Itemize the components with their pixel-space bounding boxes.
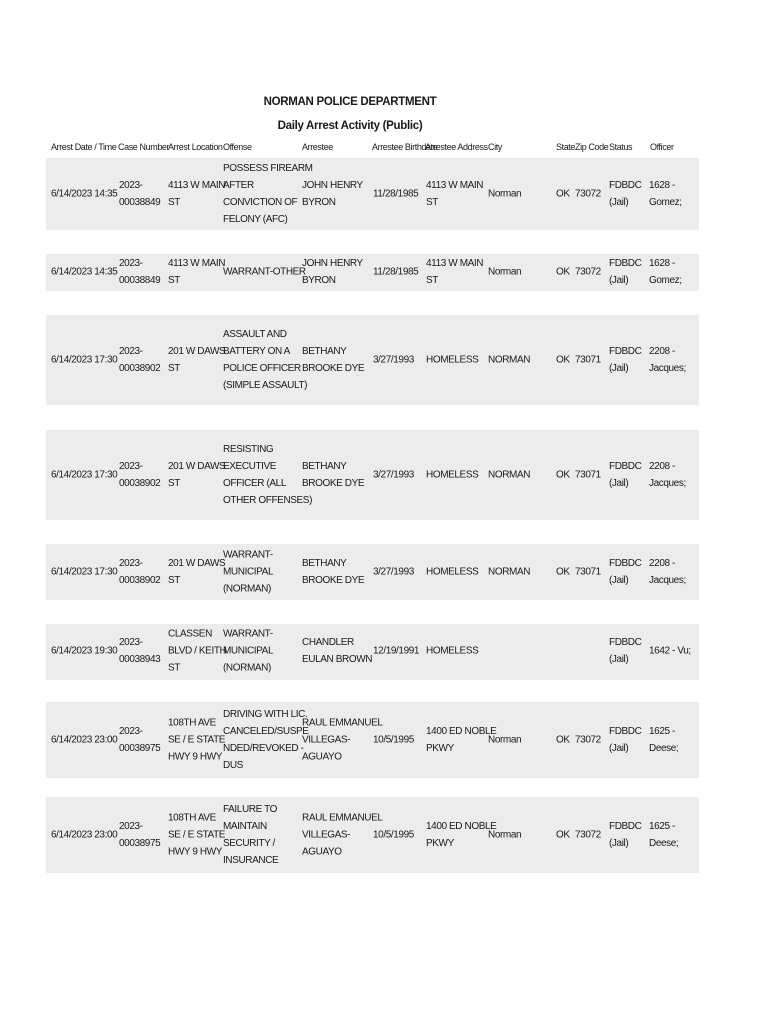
cell-case-number: 2023- 00038849	[119, 258, 161, 286]
cell-arrestee-birthdate: 3/27/1993	[373, 469, 414, 481]
cell-case-number: 2023- 00038902	[119, 461, 161, 489]
cell-officer: 2208 - Jacques;	[649, 346, 686, 374]
cell-zip-code: 73072	[575, 266, 601, 278]
cell-zip-code: 73071	[575, 469, 601, 481]
cell-arrestee-birthdate: 11/28/1985	[373, 266, 419, 278]
cell-city: Norman	[488, 734, 522, 746]
cell-arrestee: JOHN HENRY BYRON	[302, 180, 363, 208]
page-subtitle: Daily Arrest Activity (Public)	[277, 120, 423, 132]
cell-arrestee-address: 4113 W MAIN ST	[426, 180, 484, 208]
cell-case-number: 2023- 00038902	[119, 558, 161, 586]
cell-case-number: 2023- 00038975	[119, 726, 161, 754]
cell-arrest-location: 108TH AVE SE / E STATE HWY 9 HWY	[168, 717, 226, 763]
header-offense: Offense	[223, 142, 252, 152]
cell-arrestee: BETHANY BROOKE DYE	[302, 346, 365, 374]
cell-arrestee: RAUL EMMANUEL VILLEGAS- AGUAYO	[302, 812, 383, 858]
cell-offense: WARRANT- MUNICIPAL (NORMAN)	[223, 549, 274, 595]
cell-arrest-datetime: 6/14/2023 17:30	[51, 469, 118, 481]
cell-arrestee-birthdate: 10/5/1995	[373, 734, 414, 746]
cell-arrestee-address: HOMELESS	[426, 645, 479, 657]
cell-zip-code: 73072	[575, 829, 601, 841]
cell-arrest-datetime: 6/14/2023 17:30	[51, 354, 118, 366]
cell-status: FDBDC (Jail)	[609, 726, 642, 754]
cell-status: FDBDC (Jail)	[609, 821, 642, 849]
cell-offense: WARRANT-OTHER	[223, 266, 306, 278]
cell-officer: 1628 - Gomez;	[649, 180, 682, 208]
cell-state: OK	[556, 188, 570, 200]
cell-case-number: 2023- 00038902	[119, 346, 161, 374]
cell-case-number: 2023- 00038849	[119, 180, 161, 208]
header-arrest-datetime: Arrest Date / Time	[51, 142, 117, 152]
cell-state: OK	[556, 734, 570, 746]
cell-arrestee-birthdate: 3/27/1993	[373, 566, 414, 578]
cell-arrestee-birthdate: 11/28/1985	[373, 188, 419, 200]
cell-arrest-datetime: 6/14/2023 14:35	[51, 188, 118, 200]
cell-arrestee: RAUL EMMANUEL VILLEGAS- AGUAYO	[302, 717, 383, 763]
cell-city: NORMAN	[488, 469, 531, 481]
cell-status: FDBDC (Jail)	[609, 180, 642, 208]
cell-offense: WARRANT- MUNICIPAL (NORMAN)	[223, 628, 274, 674]
header-zip-code: Zip Code	[575, 142, 609, 152]
cell-city: Norman	[488, 829, 522, 841]
cell-arrestee: JOHN HENRY BYRON	[302, 258, 363, 286]
cell-arrestee-birthdate: 12/19/1991	[373, 645, 420, 657]
cell-arrestee-birthdate: 3/27/1993	[373, 354, 414, 366]
cell-state: OK	[556, 829, 570, 841]
cell-officer: 2208 - Jacques;	[649, 558, 686, 586]
cell-status: FDBDC (Jail)	[609, 637, 642, 665]
cell-arrestee-address: HOMELESS	[426, 354, 479, 366]
cell-case-number: 2023- 00038943	[119, 637, 161, 665]
cell-arrestee-address: 4113 W MAIN ST	[426, 258, 484, 286]
cell-zip-code: 73071	[575, 566, 601, 578]
cell-state: OK	[556, 266, 570, 278]
cell-arrest-location: 4113 W MAIN ST	[168, 258, 226, 286]
cell-state: OK	[556, 566, 570, 578]
cell-arrestee-address: 1400 ED NOBLE PKWY	[426, 726, 497, 754]
cell-arrest-location: 108TH AVE SE / E STATE HWY 9 HWY	[168, 812, 226, 858]
cell-offense: POSSESS FIREARM AFTER CONVICTION OF FELONY (AFC)	[223, 163, 313, 225]
cell-arrest-location: CLASSEN BLVD / KEITH ST	[168, 628, 227, 674]
cell-city: Norman	[488, 188, 522, 200]
cell-officer: 1628 - Gomez;	[649, 258, 682, 286]
cell-city: NORMAN	[488, 354, 531, 366]
cell-arrestee: CHANDLER EULAN BROWN	[302, 637, 373, 665]
cell-officer: 1625 - Deese;	[649, 821, 679, 849]
cell-officer: 2208 - Jacques;	[649, 461, 686, 489]
header-case-number: Case Number	[118, 142, 170, 152]
cell-arrestee: BETHANY BROOKE DYE	[302, 461, 365, 489]
cell-zip-code: 73072	[575, 188, 601, 200]
cell-city: Norman	[488, 266, 522, 278]
cell-state: OK	[556, 354, 570, 366]
cell-offense: RESISTING EXECUTIVE OFFICER (ALL OTHER OFFENSES)	[223, 444, 313, 506]
header-city: City	[488, 142, 502, 152]
cell-state: OK	[556, 469, 570, 481]
header-arrestee-address: Arrestee Address	[425, 142, 488, 152]
cell-zip-code: 73072	[575, 734, 601, 746]
cell-arrest-location: 201 W DAWS ST	[168, 558, 226, 586]
header-arrestee: Arrestee	[302, 142, 333, 152]
cell-arrestee-birthdate: 10/5/1995	[373, 829, 414, 841]
cell-arrest-datetime: 6/14/2023 23:00	[51, 734, 118, 746]
cell-arrest-datetime: 6/14/2023 23:00	[51, 829, 118, 841]
cell-status: FDBDC (Jail)	[609, 558, 642, 586]
cell-arrest-location: 201 W DAWS ST	[168, 346, 226, 374]
cell-offense: ASSAULT AND BATTERY ON A POLICE OFFICER (SIMPLE ASSAULT)	[223, 329, 307, 391]
cell-status: FDBDC (Jail)	[609, 258, 642, 286]
page-title: NORMAN POLICE DEPARTMENT	[263, 96, 437, 108]
cell-arrest-datetime: 6/14/2023 14:35	[51, 266, 118, 278]
cell-offense: FAILURE TO MAINTAIN SECURITY / INSURANCE	[223, 804, 279, 866]
cell-arrestee-address: 1400 ED NOBLE PKWY	[426, 821, 497, 849]
header-arrestee-birthdate: Arrestee Birthdate	[372, 142, 438, 152]
cell-arrest-location: 4113 W MAIN ST	[168, 180, 226, 208]
header-state: State	[556, 142, 576, 152]
cell-arrestee: BETHANY BROOKE DYE	[302, 558, 365, 586]
cell-officer: 1642 - Vu;	[649, 645, 691, 657]
header-status: Status	[609, 142, 633, 152]
header-officer: Officer	[650, 142, 674, 152]
cell-arrest-datetime: 6/14/2023 19:30	[51, 645, 118, 657]
cell-arrest-datetime: 6/14/2023 17:30	[51, 566, 118, 578]
cell-status: FDBDC (Jail)	[609, 461, 642, 489]
cell-arrestee-address: HOMELESS	[426, 469, 479, 481]
cell-case-number: 2023- 00038975	[119, 821, 161, 849]
cell-officer: 1625 - Deese;	[649, 726, 679, 754]
cell-arrestee-address: HOMELESS	[426, 566, 479, 578]
cell-status: FDBDC (Jail)	[609, 346, 642, 374]
cell-arrest-location: 201 W DAWS ST	[168, 461, 226, 489]
cell-city: NORMAN	[488, 566, 531, 578]
cell-offense: DRIVING WITH LIC. CANCELED/SUSPE NDED/REVOKED - DUS	[223, 709, 309, 771]
cell-zip-code: 73071	[575, 354, 601, 366]
header-arrest-location: Arrest Location	[168, 142, 223, 152]
